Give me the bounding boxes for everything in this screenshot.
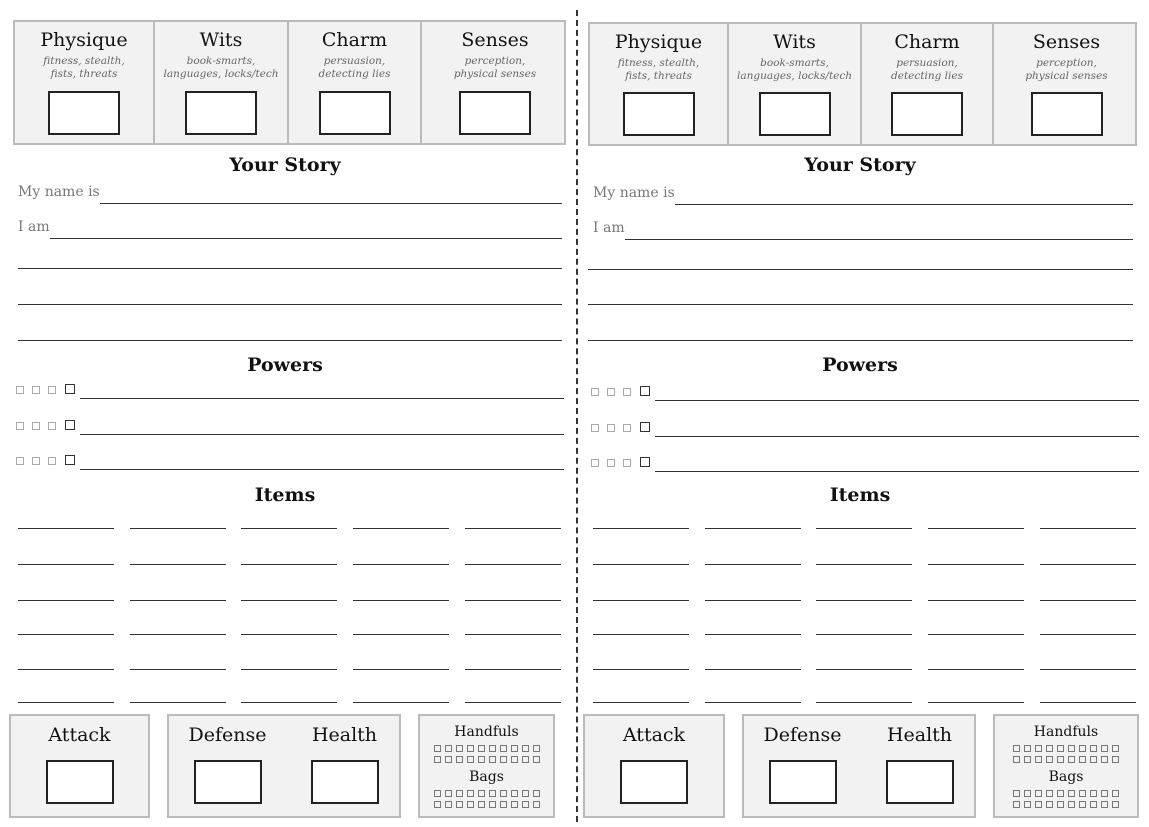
inventory-slot[interactable] xyxy=(500,801,507,808)
inventory-slot[interactable] xyxy=(445,745,452,752)
inventory-slot[interactable] xyxy=(1079,801,1086,808)
item-line[interactable] xyxy=(241,528,337,529)
inventory-slot[interactable] xyxy=(1068,790,1075,797)
attribute-desc-line1: perception, xyxy=(464,55,526,67)
health-value-box[interactable] xyxy=(886,760,954,804)
item-line[interactable] xyxy=(705,634,801,635)
item-line[interactable] xyxy=(18,564,114,565)
item-line[interactable] xyxy=(130,600,226,601)
attribute-value-box[interactable] xyxy=(1031,92,1103,136)
power-check[interactable] xyxy=(640,422,650,432)
item-line[interactable] xyxy=(465,528,561,529)
attribute-senses xyxy=(994,24,1139,144)
health-label: Health xyxy=(311,724,378,746)
inventory-slot[interactable] xyxy=(1068,801,1075,808)
character-sheet-left xyxy=(0,0,570,827)
inventory-slot[interactable] xyxy=(478,801,485,808)
power-pip[interactable] xyxy=(48,457,56,465)
attribute-value-box[interactable] xyxy=(48,91,120,135)
inventory-slot[interactable] xyxy=(1112,801,1119,808)
item-line[interactable] xyxy=(465,702,561,703)
attribute-physique xyxy=(590,24,729,144)
attribute-name: Physique xyxy=(40,29,128,51)
inventory-slot[interactable] xyxy=(1090,745,1097,752)
inventory-slot[interactable] xyxy=(1046,745,1053,752)
inventory-slot[interactable] xyxy=(1035,790,1042,797)
power-line[interactable] xyxy=(80,469,564,470)
power-pip[interactable] xyxy=(607,459,615,467)
item-line[interactable] xyxy=(816,702,912,703)
power-pip[interactable] xyxy=(591,424,599,432)
defense-column xyxy=(744,716,861,816)
inventory-slot[interactable] xyxy=(533,745,540,752)
power-pip[interactable] xyxy=(32,457,40,465)
item-line[interactable] xyxy=(928,702,1024,703)
inventory-slot[interactable] xyxy=(1068,745,1075,752)
power-pip[interactable] xyxy=(48,422,56,430)
power-check[interactable] xyxy=(640,386,650,396)
item-line[interactable] xyxy=(816,564,912,565)
attack-panel xyxy=(583,714,725,818)
item-line[interactable] xyxy=(353,669,449,670)
inventory-slot[interactable] xyxy=(1046,801,1053,808)
item-line[interactable] xyxy=(241,634,337,635)
inventory-slot[interactable] xyxy=(478,745,485,752)
item-line[interactable] xyxy=(816,600,912,601)
handfuls-label: Handfuls xyxy=(1033,724,1099,740)
item-line[interactable] xyxy=(465,600,561,601)
inventory-slot[interactable] xyxy=(1013,801,1020,808)
attributes-panel xyxy=(13,20,566,145)
item-line[interactable] xyxy=(816,669,912,670)
inventory-slot[interactable] xyxy=(1090,790,1097,797)
power-pip[interactable] xyxy=(623,388,631,396)
attribute-value-box[interactable] xyxy=(623,92,695,136)
power-line[interactable] xyxy=(655,400,1139,401)
inventory-slot[interactable] xyxy=(1024,790,1031,797)
inventory-slot[interactable] xyxy=(434,790,441,797)
item-line[interactable] xyxy=(18,634,114,635)
item-line[interactable] xyxy=(241,564,337,565)
items-heading: Items xyxy=(254,484,316,506)
inventory-slot[interactable] xyxy=(445,801,452,808)
inventory-slot[interactable] xyxy=(1024,801,1031,808)
inventory-slot[interactable] xyxy=(1057,745,1064,752)
attributes-panel xyxy=(588,22,1137,146)
your-story-heading: Your Story xyxy=(229,154,341,176)
inventory-slot[interactable] xyxy=(1079,756,1086,763)
attribute-desc-line2: languages, locks/tech xyxy=(736,70,853,82)
inventory-slot[interactable] xyxy=(489,756,496,763)
item-line[interactable] xyxy=(816,528,912,529)
bags-label: Bags xyxy=(469,769,504,785)
attack-label: Attack xyxy=(48,724,111,746)
power-pip[interactable] xyxy=(16,386,24,394)
inventory-slot[interactable] xyxy=(434,801,441,808)
power-pip[interactable] xyxy=(48,386,56,394)
power-pip[interactable] xyxy=(623,424,631,432)
defense-label: Defense xyxy=(188,724,267,746)
story-line[interactable] xyxy=(18,304,562,305)
attribute-desc-line2: physical senses xyxy=(1025,70,1108,82)
attribute-senses xyxy=(422,22,568,143)
attribute-physique xyxy=(15,22,155,143)
power-check[interactable] xyxy=(640,457,650,467)
character-sheet-right xyxy=(575,0,1145,827)
inventory-slot[interactable] xyxy=(522,756,529,763)
power-line[interactable] xyxy=(80,398,564,399)
power-check[interactable] xyxy=(65,455,75,465)
attack-value-box[interactable] xyxy=(46,760,114,804)
item-line[interactable] xyxy=(928,528,1024,529)
item-line[interactable] xyxy=(1040,600,1136,601)
items-heading: Items xyxy=(829,484,891,506)
inventory-slot[interactable] xyxy=(467,801,474,808)
attack-label: Attack xyxy=(622,724,686,746)
power-line[interactable] xyxy=(655,471,1139,472)
inventory-slot[interactable] xyxy=(500,745,507,752)
inventory-slot[interactable] xyxy=(478,790,485,797)
item-line[interactable] xyxy=(465,634,561,635)
inventory-slot[interactable] xyxy=(1090,801,1097,808)
inventory-slot[interactable] xyxy=(445,790,452,797)
item-line[interactable] xyxy=(593,634,689,635)
inventory-slot[interactable] xyxy=(1079,745,1086,752)
item-line[interactable] xyxy=(816,634,912,635)
item-line[interactable] xyxy=(705,564,801,565)
attribute-desc-line1: fitness, stealth, xyxy=(617,57,700,69)
inventory-slot[interactable] xyxy=(522,790,529,797)
health-label: Health xyxy=(886,724,953,746)
inventory-slot[interactable] xyxy=(456,790,463,797)
attribute-desc-line1: persuasion, xyxy=(323,55,386,67)
story-line[interactable] xyxy=(588,269,1133,270)
inventory-slot[interactable] xyxy=(489,790,496,797)
item-line[interactable] xyxy=(353,702,449,703)
inventory-slot[interactable] xyxy=(1090,756,1097,763)
inventory-slot[interactable] xyxy=(522,745,529,752)
name-line[interactable] xyxy=(100,203,562,204)
attribute-charm xyxy=(862,24,994,144)
inventory-slot[interactable] xyxy=(1112,745,1119,752)
attribute-desc-line2: languages, locks/tech xyxy=(163,68,279,80)
power-pip[interactable] xyxy=(16,422,24,430)
power-check[interactable] xyxy=(65,420,75,430)
health-value-box[interactable] xyxy=(311,760,379,804)
item-line[interactable] xyxy=(593,564,689,565)
defense-column xyxy=(169,716,286,816)
item-line[interactable] xyxy=(928,564,1024,565)
inventory-slot[interactable] xyxy=(1013,745,1020,752)
item-line[interactable] xyxy=(18,702,114,703)
defense-health-panel xyxy=(167,714,401,818)
item-line[interactable] xyxy=(130,702,226,703)
defense-health-panel xyxy=(742,714,976,818)
inventory-slot[interactable] xyxy=(1046,756,1053,763)
inventory-slot[interactable] xyxy=(500,756,507,763)
item-line[interactable] xyxy=(1040,669,1136,670)
item-line[interactable] xyxy=(705,669,801,670)
power-pip[interactable] xyxy=(591,388,599,396)
attribute-wits xyxy=(729,24,862,144)
item-line[interactable] xyxy=(241,669,337,670)
attribute-value-box[interactable] xyxy=(185,91,257,135)
inventory-slot[interactable] xyxy=(511,801,518,808)
inventory-slot[interactable] xyxy=(1101,756,1108,763)
power-pip[interactable] xyxy=(32,386,40,394)
item-line[interactable] xyxy=(18,669,114,670)
item-line[interactable] xyxy=(465,669,561,670)
attribute-desc-line1: fitness, stealth, xyxy=(43,55,125,67)
item-line[interactable] xyxy=(928,669,1024,670)
attribute-desc-line1: perception, xyxy=(1036,57,1097,69)
name-line[interactable] xyxy=(675,204,1133,205)
power-pip[interactable] xyxy=(591,459,599,467)
power-pip[interactable] xyxy=(623,459,631,467)
iam-label: I am xyxy=(593,220,625,236)
iam-line[interactable] xyxy=(625,239,1133,240)
story-line[interactable] xyxy=(588,340,1133,341)
item-line[interactable] xyxy=(241,702,337,703)
powers-heading: Powers xyxy=(822,354,898,376)
item-line[interactable] xyxy=(18,600,114,601)
inventory-slot[interactable] xyxy=(511,745,518,752)
inventory-slot[interactable] xyxy=(522,801,529,808)
inventory-slot[interactable] xyxy=(1068,756,1075,763)
item-line[interactable] xyxy=(593,702,689,703)
inventory-slot[interactable] xyxy=(456,756,463,763)
attribute-desc-line1: book-smarts, xyxy=(760,57,829,69)
inventory-slot[interactable] xyxy=(1057,790,1064,797)
inventory-slot[interactable] xyxy=(533,756,540,763)
inventory-slot[interactable] xyxy=(434,745,441,752)
bags-label: Bags xyxy=(1048,769,1084,785)
inventory-slot[interactable] xyxy=(478,756,485,763)
attack-panel xyxy=(9,714,150,818)
power-pip[interactable] xyxy=(16,457,24,465)
inventory-slot[interactable] xyxy=(1101,745,1108,752)
defense-value-box[interactable] xyxy=(769,760,837,804)
item-line[interactable] xyxy=(705,702,801,703)
item-line[interactable] xyxy=(1040,564,1136,565)
attribute-desc-line2: physical senses xyxy=(453,68,537,80)
iam-line[interactable] xyxy=(50,238,562,239)
inventory-slot[interactable] xyxy=(1035,756,1042,763)
inventory-slot[interactable] xyxy=(1024,745,1031,752)
attribute-desc-line2: detecting lies xyxy=(318,68,391,80)
attribute-desc-line2: fists, threats xyxy=(50,68,118,80)
attribute-value-box[interactable] xyxy=(319,91,391,135)
item-line[interactable] xyxy=(593,669,689,670)
iam-label: I am xyxy=(18,219,50,235)
attribute-value-box[interactable] xyxy=(459,91,531,135)
item-line[interactable] xyxy=(1040,702,1136,703)
attribute-desc-line1: persuasion, xyxy=(896,57,958,69)
attribute-charm xyxy=(289,22,422,143)
attribute-name: Charm xyxy=(321,29,388,51)
item-line[interactable] xyxy=(353,564,449,565)
inventory-slot[interactable] xyxy=(1101,790,1108,797)
inventory-slot[interactable] xyxy=(1035,745,1042,752)
attribute-name: Senses xyxy=(461,29,529,51)
inventory-slot[interactable] xyxy=(489,745,496,752)
item-line[interactable] xyxy=(593,528,689,529)
your-story-heading: Your Story xyxy=(804,154,916,176)
item-line[interactable] xyxy=(130,669,226,670)
attribute-value-box[interactable] xyxy=(759,92,831,136)
power-line[interactable] xyxy=(655,436,1139,437)
item-line[interactable] xyxy=(705,528,801,529)
power-pip[interactable] xyxy=(607,388,615,396)
attack-value-box[interactable] xyxy=(620,760,688,804)
item-line[interactable] xyxy=(130,634,226,635)
inventory-slot[interactable] xyxy=(1013,790,1020,797)
inventory-slot[interactable] xyxy=(456,745,463,752)
inventory-slot[interactable] xyxy=(511,790,518,797)
inventory-slot[interactable] xyxy=(1057,756,1064,763)
story-line[interactable] xyxy=(18,340,562,341)
item-line[interactable] xyxy=(130,528,226,529)
inventory-slot[interactable] xyxy=(1013,756,1020,763)
inventory-slot[interactable] xyxy=(1046,790,1053,797)
inventory-slot[interactable] xyxy=(467,756,474,763)
attribute-name: Wits xyxy=(199,29,243,51)
attribute-value-box[interactable] xyxy=(891,92,963,136)
inventory-slot[interactable] xyxy=(533,801,540,808)
inventory-slot[interactable] xyxy=(511,756,518,763)
item-line[interactable] xyxy=(928,600,1024,601)
inventory-slot[interactable] xyxy=(1024,756,1031,763)
inventory-slot[interactable] xyxy=(1112,756,1119,763)
attribute-wits xyxy=(155,22,289,143)
inventory-slot[interactable] xyxy=(1057,801,1064,808)
attribute-desc-line1: book-smarts, xyxy=(186,55,256,67)
item-line[interactable] xyxy=(465,564,561,565)
inventory-slot[interactable] xyxy=(1035,801,1042,808)
inventory-slot[interactable] xyxy=(456,801,463,808)
inventory-slot[interactable] xyxy=(434,756,441,763)
attribute-name: Charm xyxy=(894,31,960,53)
defense-value-box[interactable] xyxy=(194,760,262,804)
item-line[interactable] xyxy=(928,634,1024,635)
item-line[interactable] xyxy=(705,600,801,601)
item-line[interactable] xyxy=(353,528,449,529)
attribute-name: Wits xyxy=(773,31,816,53)
item-line[interactable] xyxy=(353,634,449,635)
item-line[interactable] xyxy=(18,528,114,529)
health-column xyxy=(861,716,978,816)
inventory-slot[interactable] xyxy=(500,790,507,797)
item-line[interactable] xyxy=(593,600,689,601)
item-line[interactable] xyxy=(241,600,337,601)
item-line[interactable] xyxy=(130,564,226,565)
attribute-name: Senses xyxy=(1032,31,1101,53)
attribute-desc-line2: detecting lies xyxy=(891,70,963,82)
inventory-slot[interactable] xyxy=(1079,790,1086,797)
powers-heading: Powers xyxy=(247,354,323,376)
power-check[interactable] xyxy=(65,384,75,394)
defense-label: Defense xyxy=(763,724,842,746)
health-column xyxy=(286,716,403,816)
attribute-desc-line2: fists, threats xyxy=(625,70,692,82)
power-pip[interactable] xyxy=(607,424,615,432)
item-line[interactable] xyxy=(1040,528,1136,529)
inventory-slot[interactable] xyxy=(467,790,474,797)
inventory-slot[interactable] xyxy=(445,756,452,763)
item-line[interactable] xyxy=(353,600,449,601)
name-label: My name is xyxy=(593,185,675,201)
power-pip[interactable] xyxy=(32,422,40,430)
attribute-name: Physique xyxy=(614,31,703,53)
story-line[interactable] xyxy=(18,268,562,269)
name-label: My name is xyxy=(18,184,100,200)
story-line[interactable] xyxy=(588,304,1133,305)
item-line[interactable] xyxy=(1040,634,1136,635)
inventory-panel xyxy=(993,714,1139,818)
inventory-slot[interactable] xyxy=(533,790,540,797)
inventory-panel xyxy=(418,714,555,818)
handfuls-label: Handfuls xyxy=(454,724,519,740)
inventory-slot[interactable] xyxy=(1112,790,1119,797)
inventory-slot[interactable] xyxy=(489,801,496,808)
power-line[interactable] xyxy=(80,434,564,435)
inventory-slot[interactable] xyxy=(1101,801,1108,808)
inventory-slot[interactable] xyxy=(467,745,474,752)
